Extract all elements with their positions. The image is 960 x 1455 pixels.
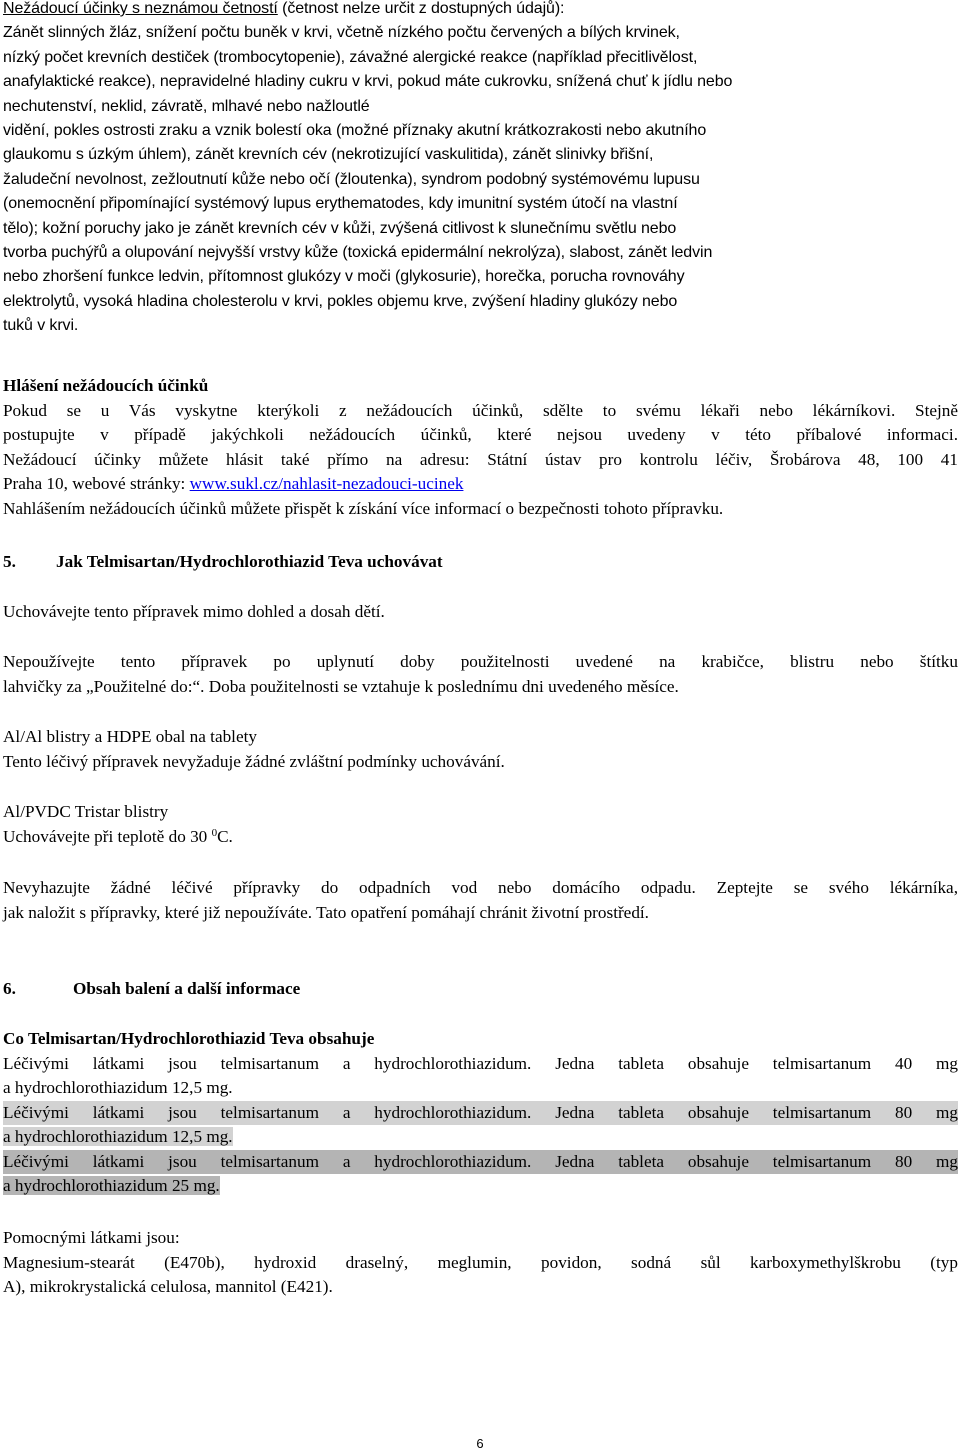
strength-80-12-line: Léčivými látkami jsou telmisartanum a hydrochlorothiazidum. Jedna tableta obsahuje telmisartanum 80 mg [3, 1101, 958, 1126]
contents-section [3, 1027, 958, 1199]
page-number: 6 [476, 1436, 484, 1451]
strength-40-line: Léčivými látkami jsou telmisartanum a hydrochlorothiazidum. Jedna tableta obsahuje telmisartanum 40 mg [3, 1053, 958, 1073]
disposal-paragraph [3, 876, 958, 925]
section-6-number: 6. [3, 979, 16, 998]
strength-80-25-line: a hydrochlorothiazidum 25 mg. [3, 1176, 220, 1195]
text-line: tělo); kožní poruchy jako je zánět krevních cév v kůži, zvýšená citlivost k slunečnímu světlu nebo [3, 219, 677, 237]
text-line: žaludeční nevolnost, zežloutnutí kůže nebo očí (žloutenka), syndrom podobný systémovému lupusu [3, 170, 700, 188]
text-line: nebo zhoršení funkce ledvin, přítomnost glukózy v moči (glykosurie), horečka, porucha rovnováhy [3, 268, 685, 286]
expiry-line: lahvičky za „Použitelné do:“. Doba použitelnosti se vztahuje k poslednímu dni uvedeného měsíce. [3, 676, 679, 696]
contains-heading: Co Telmisartan/Hydrochlorothiazid Teva obsahuje [3, 1029, 375, 1048]
strength-80-12-block [3, 1101, 958, 1150]
pvdc-storage [3, 800, 958, 849]
text-line: tvorba puchýřů a olupování nejvyšší vrstvy kůže (toxická epidermální nekrolýza), slabost, zánět ledvin [3, 244, 713, 262]
disposal-line: jak naložit s přípravky, které již nepoužíváte. Tato opatření pomáhají chránit životní prostředí. [3, 902, 649, 922]
sukl-report-link[interactable]: www.sukl.cz/nahlasit-nezadouci-ucinek [189, 474, 464, 493]
text-line: elektrolytů, vysoká hladina cholesterolu v krvi, pokles objemu krve, zvýšení hladiny glukózy nebo [3, 292, 678, 310]
alal-title: Al/Al blistry a HDPE obal na tablety [3, 727, 257, 746]
alal-text: Tento léčivý přípravek nevyžaduje žádné zvláštní podmínky uchovávání. [3, 751, 505, 771]
expiry-paragraph [3, 650, 958, 699]
unknown-frequency-heading: Nežádoucí účinky s neznámou četností [3, 0, 278, 17]
strength-80-25-line: Léčivými látkami jsou telmisartanum a hydrochlorothiazidum. Jedna tableta obsahuje telmisartanum 80 mg [3, 1150, 958, 1175]
pvdc-text: Uchovávejte při teplotě do 30 $^0$C. [3, 826, 233, 846]
text-line: tuků v krvi. [3, 317, 79, 335]
keep-away-text: Uchovávejte tento přípravek mimo dohled a dosah dětí. [3, 602, 385, 621]
text-line: nízký počet krevních destiček (trombocytopenie), závažné alergické reakce (například přecitlivělost, [3, 48, 698, 66]
section-6-heading [3, 977, 958, 1002]
section-5-number: 5. [3, 552, 16, 571]
pvdc-title: Al/PVDC Tristar blistry [3, 802, 169, 821]
text-line: Zánět slinných žláz, snížení počtu buněk v krvi, včetně nízkého počtu červených a bílých krvinek, [3, 24, 680, 42]
strength-80-25-block [3, 1150, 958, 1199]
text-line: glaukomu s úzkým úhlem), zánět krevních cév (nekrotizující vaskulitida), zánět slinivky břišní, [3, 146, 654, 164]
side-effects-unknown-paragraph [3, 0, 958, 339]
strength-40-line: a hydrochlorothiazidum 12,5 mg. [3, 1078, 233, 1097]
reporting-address-line: Praha 10, webové stránky: www.sukl.cz/nahlasit-nezadouci-ucinek [3, 474, 464, 493]
reporting-text-line: postupujte v případě jakýchkoli nežádoucích účinků, které nejsou uvedeny v této příbalové informaci. [3, 425, 958, 444]
expiry-line: Nepoužívejte tento přípravek po uplynutí doby použitelnosti uvedené na krabičce, blistru nebo štítku [3, 652, 958, 671]
excipients-line: Magnesium-stearát (E470b), hydroxid draselný, meglumin, povidon, sodná sůl karboxymethylškrobu (typ [3, 1252, 958, 1272]
temperature-superscript: 0 [211, 826, 218, 839]
reporting-text-line: Pokud se u Vás vyskytne kterýkoli z nežádoucích účinků, sdělte to svému lékaři nebo lékárníkovi. Stejně [3, 400, 958, 420]
section-6-title: Obsah balení a další informace [73, 979, 301, 998]
text-line: anafylaktické reakce), nepravidelné hladiny cukru v krvi, pokud máte cukrovku, snížená chuť k jídlu nebo [3, 73, 733, 91]
unknown-frequency-heading-line: Nežádoucí účinky s neznámou četností (četnost nelze určit z dostupných údajů): [3, 0, 565, 17]
reporting-text-line: Nežádoucí účinky můžete hlásit také přímo na adresu: Státní ústav pro kontrolu léčiv, Šrobárova 48, 100 41 [3, 449, 958, 469]
text-line: nechutenství, neklid, závratě, mlhavé nebo nažloutlé [3, 97, 370, 115]
excipients-label: Pomocnými látkami jsou: [3, 1228, 180, 1247]
reporting-heading: Hlášení nežádoucích účinků [3, 376, 209, 395]
alal-storage [3, 725, 958, 774]
disposal-line: Nevyhazujte žádné léčivé přípravky do odpadních vod nebo domácího odpadu. Zeptejte se svého lékárníka, [3, 878, 958, 897]
reporting-section [3, 374, 958, 521]
section-5-heading [3, 550, 958, 575]
excipients-section [3, 1226, 958, 1300]
section-5-title: Jak Telmisartan/Hydrochlorothiazid Teva uchovávat [56, 552, 443, 571]
reporting-closing: Nahlášením nežádoucích účinků můžete přispět k získání více informací o bezpečnosti tohoto přípravku. [3, 498, 724, 518]
strength-80-12-line: a hydrochlorothiazidum 12,5 mg. [3, 1127, 233, 1146]
text-line: vidění, pokles ostrosti zraku a vznik bolestí oka (možné příznaky akutní krátkozrakosti nebo akutního [3, 122, 707, 140]
excipients-line: A), mikrokrystalická celulosa, mannitol (E421). [3, 1277, 333, 1296]
text-line: (onemocnění připomínající systémový lupus erythematodes, kdy imunitní systém útočí na vlastní [3, 195, 678, 213]
